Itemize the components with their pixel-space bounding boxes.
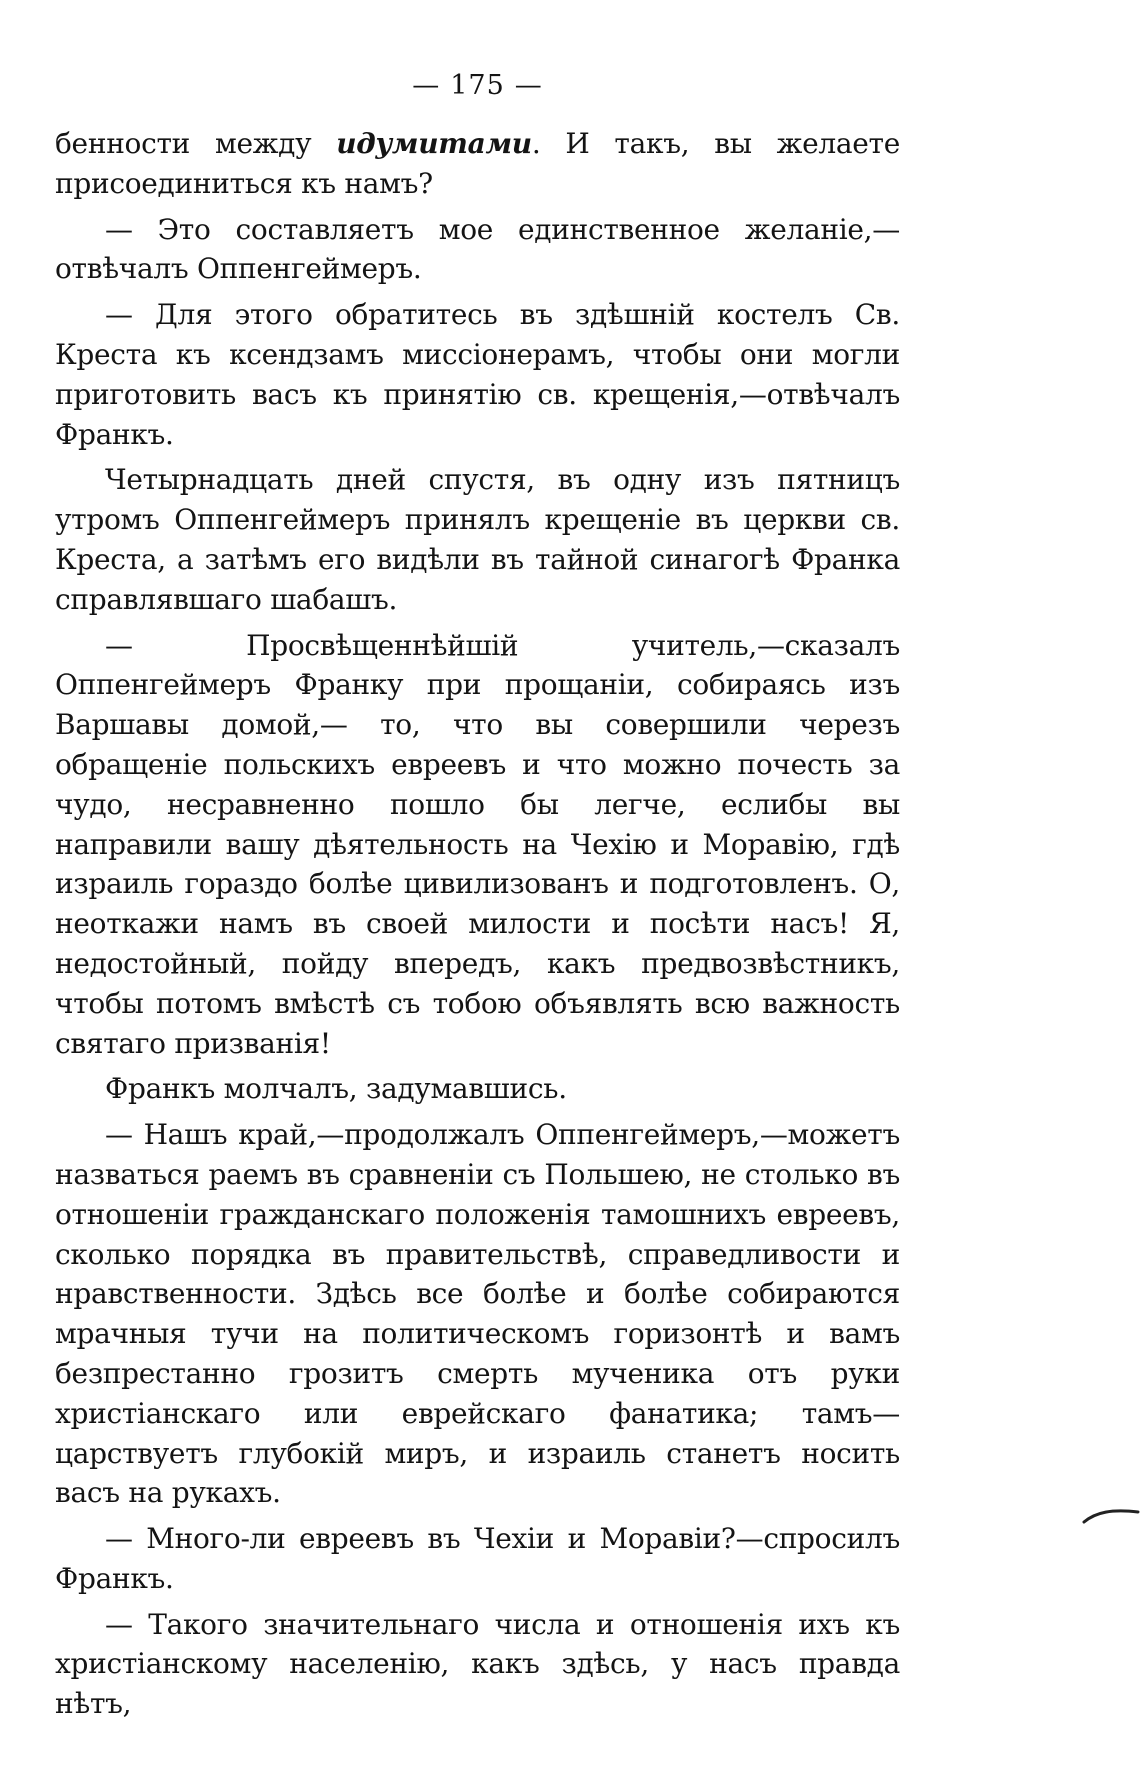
page-number-dash-left: — — [412, 70, 441, 101]
paragraph-dialogue: — Такого значительнаго числа и отношенія ихъ къ христіанскому населенію, какъ здѣсь, у насъ правда нѣтъ, — [55, 1607, 900, 1721]
page-number — [55, 62, 900, 110]
page-number-dash-right: — — [514, 70, 543, 101]
emphasized-word: идумитами — [336, 127, 532, 160]
paragraph-text: . И такъ, вы желаете присоединиться къ намъ? — [55, 127, 900, 200]
paragraph-dialogue: — Просвѣщеннѣйшій учитель,—сказалъ Оппенгеймеръ Франку при прощаніи, собираясь изъ Варшавы домой,— то, что вы совершили черезъ обращеніе польскихъ евреевъ и что можно почесть за чудо, несравненно пошло бы легче, еслибы вы направили вашу дѣятельность на Чехію и Моравію, гдѣ израиль гораздо болѣе цивилизованъ и подготовленъ. О, неоткажи намъ въ своей милости и посѣти насъ! Я, недостойный, пойду впередъ, какъ предвозвѣстникъ, чтобы потомъ вмѣстѣ съ тобою объявлять всю важность святаго призванія! — [55, 628, 900, 1060]
paragraph-dialogue: — Много-ли евреевъ въ Чехіи и Моравіи?—спросилъ Франкъ. — [55, 1522, 900, 1595]
book-page — [55, 62, 900, 1724]
paragraph-dialogue: — Нашъ край,—продолжалъ Оппенгеймеръ,—можетъ назваться раемъ въ сравненіи съ Польшею, не столько въ отношеніи гражданскаго положенія тамошнихъ евреевъ, сколько порядка въ правительствѣ, справедливости и нравственности. Здѣсь все болѣе и болѣе собираются мрачныя тучи на политическомъ горизонтѣ и вамъ безпрестанно грозитъ смерть мученика отъ руки христіанскаго или еврейскаго фанатика; тамъ—царствуетъ глубокій миръ, и израиль станетъ носить васъ на рукахъ. — [55, 1118, 900, 1510]
paragraph-dialogue: — Для этого обратитесь въ здѣшній костелъ Св. Креста къ ксендзамъ миссіонерамъ, чтобы они могли приготовить васъ къ принятію св. крещенія,—отвѣчалъ Франкъ. — [55, 298, 900, 451]
margin-ink-stroke — [1082, 1506, 1140, 1528]
paragraph-text: бенности между — [55, 127, 337, 160]
paragraph-dialogue: — Это составляетъ мое единственное желаніе,—отвѣчалъ Оппенгеймеръ. — [55, 212, 900, 286]
page-number-value: 175 — [450, 70, 505, 101]
paragraph-continuation — [55, 124, 900, 204]
paragraph-narration: Четырнадцать дней спустя, въ одну изъ пятницъ утромъ Оппенгеймеръ принялъ крещеніе въ церкви св. Креста, а затѣмъ его видѣли въ тайной синагогѣ Франка справлявшаго шабашъ. — [55, 463, 900, 616]
paragraph-narration: Франкъ молчалъ, задумавшись. — [105, 1072, 567, 1106]
